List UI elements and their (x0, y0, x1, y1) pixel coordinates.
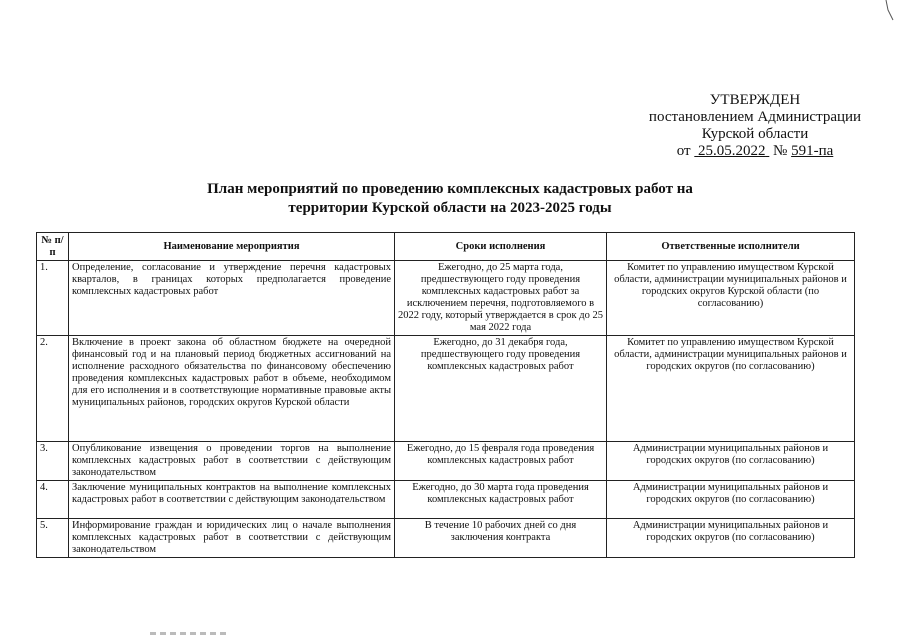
table-row (37, 261, 855, 336)
title-line-1: План мероприятий по проведению комплексных кадастровых работ на (207, 181, 693, 197)
row-responsible: Администрации муниципальных районов и городских округов (по согласованию) (607, 519, 855, 558)
stamp-resolution: постановлением Администрации (648, 109, 862, 125)
header-number: № п/п (37, 233, 69, 261)
row-number: 1. (37, 261, 69, 336)
row-number: 4. (37, 481, 69, 519)
action-plan-table (36, 232, 855, 558)
stamp-number: 591-па (791, 143, 834, 159)
row-deadline: Ежегодно, до 25 марта года, предшествующего году проведения комплексных кадастровых работ за исключением перечня, подготовляемого в 2022 году, который утверждается в срок до 25 мая 2022 года (395, 261, 607, 336)
row-deadline: Ежегодно, до 15 февраля года проведения комплексных кадастровых работ (395, 442, 607, 481)
table-row (37, 519, 855, 558)
row-number: 2. (37, 336, 69, 442)
header-deadline: Сроки исполнения (395, 233, 607, 261)
row-action: Информирование граждан и юридических лиц о начале выполнения комплексных кадастровых работ в соответствии с действующим законодательством (69, 519, 395, 558)
title-line-2: территории Курской области на 2023-2025 годы (288, 200, 612, 216)
stamp-date-line (640, 143, 870, 160)
scan-artifact-mark (884, 0, 898, 22)
table-header-row (37, 233, 855, 261)
stamp-number-prefix: № (773, 143, 788, 159)
row-responsible: Комитет по управлению имуществом Курской области, администрации муниципальных районов и городских округов (по согласованию) (607, 336, 855, 442)
stamp-date: 25.05.2022 (698, 143, 766, 159)
row-deadline: В течение 10 рабочих дней со дня заключения контракта (395, 519, 607, 558)
row-action: Опубликование извещения о проведении торгов на выполнение комплексных кадастровых работ в соответствии с действующим законодательством (69, 442, 395, 481)
row-responsible: Администрации муниципальных районов и городских округов (по согласованию) (607, 442, 855, 481)
stamp-date-prefix: от (676, 143, 691, 159)
table-row (37, 336, 855, 442)
document-title (120, 180, 780, 218)
scan-smudge (150, 632, 230, 635)
row-deadline: Ежегодно, до 30 марта года проведения комплексных кадастровых работ (395, 481, 607, 519)
row-action: Определение, согласование и утверждение перечня кадастровых кварталов, в границах которых предполагается проведение комплексных кадастровых работ (69, 261, 395, 336)
stamp-approved: УТВЕРЖДЕН (709, 92, 801, 108)
approval-stamp (640, 92, 870, 160)
row-responsible: Комитет по управлению имуществом Курской области, администрации муниципальных районов и городских округов Курской области (по согласованию) (607, 261, 855, 336)
header-responsible: Ответственные исполнители (607, 233, 855, 261)
row-action: Заключение муниципальных контрактов на выполнение комплексных кадастровых работ в соответствии с действующим законодательством (69, 481, 395, 519)
row-action: Включение в проект закона об областном бюджете на очередной финансовый год и на плановый период бюджетных ассигнований на исполнение расходного обязательства по финансовому обеспечению проведения комплексных кадастровых работ в объеме, необходимом для его исполнения и в соответствующие нормативные правовые акты муниципальных районов, городских округов Курской области (69, 336, 395, 442)
stamp-region: Курской области (701, 126, 809, 142)
table-row (37, 442, 855, 481)
row-deadline: Ежегодно, до 31 декабря года, предшествующего году проведения комплексных кадастровых работ (395, 336, 607, 442)
header-name: Наименование мероприятия (69, 233, 395, 261)
row-number: 5. (37, 519, 69, 558)
row-responsible: Администрации муниципальных районов и городских округов (по согласованию) (607, 481, 855, 519)
table-row (37, 481, 855, 519)
row-number: 3. (37, 442, 69, 481)
